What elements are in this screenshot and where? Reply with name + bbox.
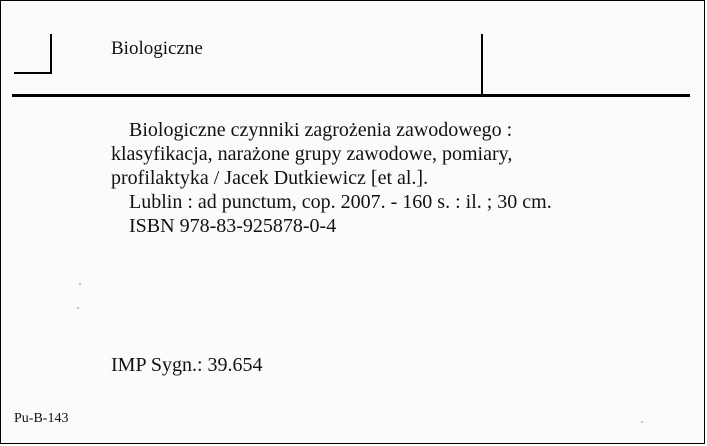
subject-heading: Biologiczne [111, 38, 203, 59]
corner-mark-vertical [50, 34, 52, 74]
paper-speck [77, 307, 79, 309]
card-id: Pu-B-143 [14, 411, 69, 426]
bibliographic-description [111, 118, 631, 238]
heading-divider [481, 34, 483, 94]
paper-speck [641, 421, 643, 423]
responsibility-line: profilaktyka / Jacek Dutkiewicz [et al.]. [111, 167, 429, 189]
isbn-line: ISBN 978-83-925878-0-4 [129, 215, 337, 237]
call-number: IMP Sygn.: 39.654 [111, 354, 263, 376]
heading-rule [12, 94, 690, 97]
paper-speck [79, 283, 81, 285]
subtitle-line: klasyfikacja, narażone grupy zawodowe, pomiary, [111, 143, 513, 165]
corner-mark-horizontal [14, 72, 52, 74]
publication-line: Lublin : ad punctum, cop. 2007. - 160 s. : il. ; 30 cm. [129, 191, 552, 213]
title-line: Biologiczne czynniki zagrożenia zawodowego : [129, 119, 513, 141]
